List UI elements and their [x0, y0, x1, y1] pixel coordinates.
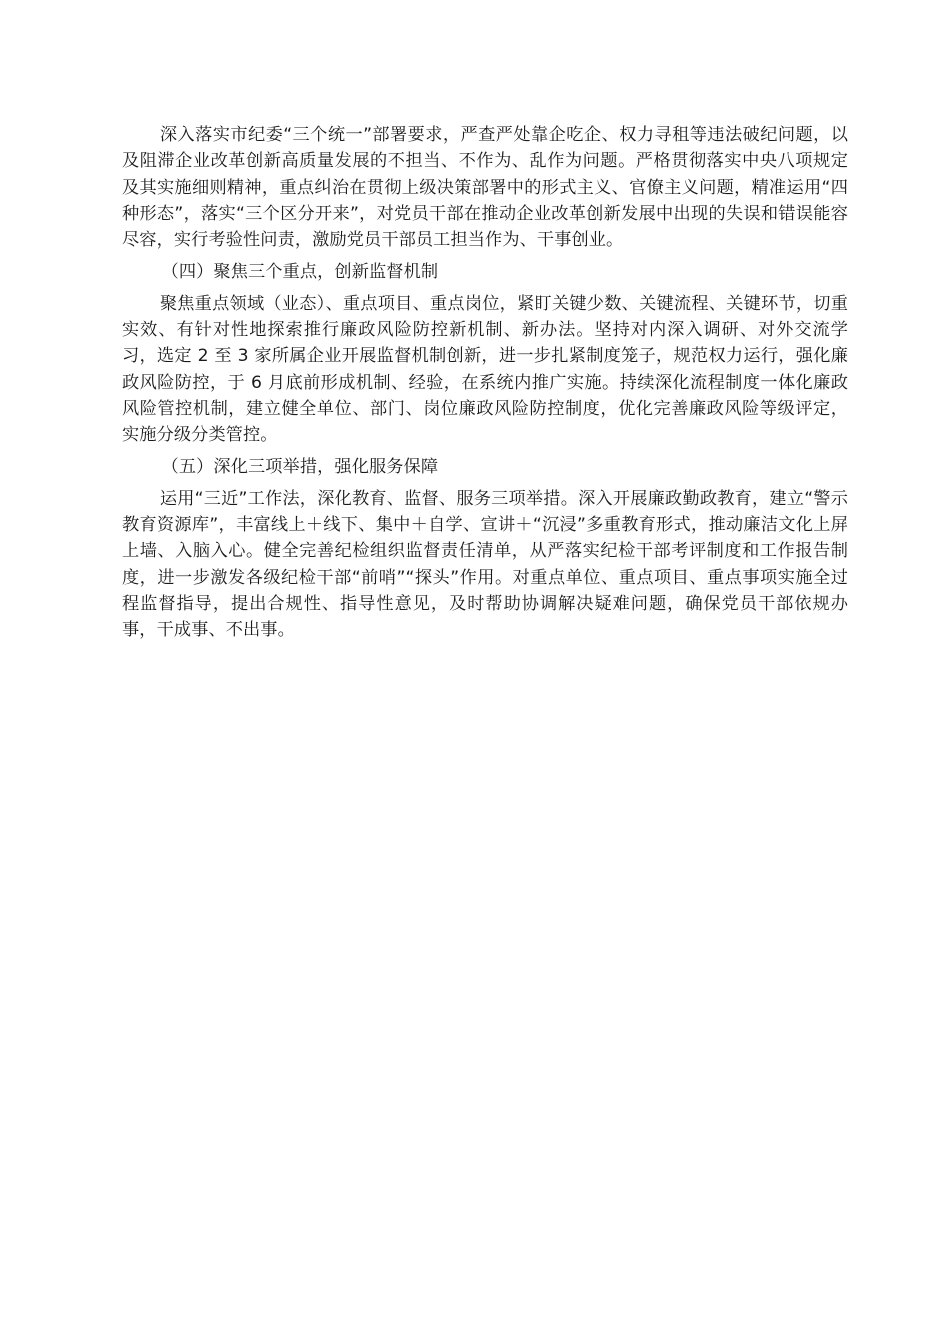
section-heading-four: （四）聚焦三个重点，创新监督机制: [161, 261, 439, 282]
paragraph-accountability: 深入落实市纪委“三个统一”部署要求，严查严处靠企吃企、权力寻租等违法破纪问题，以及阻滞企业改革创新高质量发展的不担当、不作为、乱作为问题。严格贯彻落实中央八项规定及其实施细则精神，重点纠治在贯彻上级决策部署中的形式主义、官僚主义问题，精准运用“四种形态”，落实“三个区分开来”，对党员干部在推动企业改革创新发展中出现的失误和错误能容尽容，实行考验性问责，激励党员干部员工担当作为、干事创业。: [122, 125, 848, 251]
paragraph-supervision-mechanism: 聚焦重点领域（业态）、重点项目、重点岗位，紧盯关键少数、关键流程、关键环节，切重实效、有针对性地探索推行廉政风险防控新机制、新办法。坚持对内深入调研、对外交流学习，选定 2 至 3 家所属企业开展监督机制创新，进一步扎紧制度笼子，规范权力运行，强化廉政风险防控，于 6 月底前形成机制、经验，在系统内推广实施。持续深化流程制度一体化廉政风险管控机制，建立健全单位、部门、岗位廉政风险防控制度，优化完善廉政风险等级评定，实施分级分类管控。: [122, 293, 848, 446]
section-heading-five: （五）深化三项举措，强化服务保障: [161, 457, 439, 478]
paragraph-service-guarantee: 运用“三近”工作法，深化教育、监督、服务三项举措。深入开展廉政勤政教育，建立“警示教育资源库”，丰富线上＋线下、集中＋自学、宣讲＋“沉浸”多重教育形式，推动廉洁文化上屏上墙、入脑入心。健全完善纪检组织监督责任清单，从严落实纪检干部考评制度和工作报告制度，进一步激发各级纪检干部“前哨”“探头”作用。对重点单位、重点项目、重点事项实施全过程监督指导，提出合规性、指导性意见，及时帮助协调解决疑难问题，确保党员干部依规办事，干成事、不出事。: [122, 488, 848, 641]
document-body: [122, 122, 848, 649]
